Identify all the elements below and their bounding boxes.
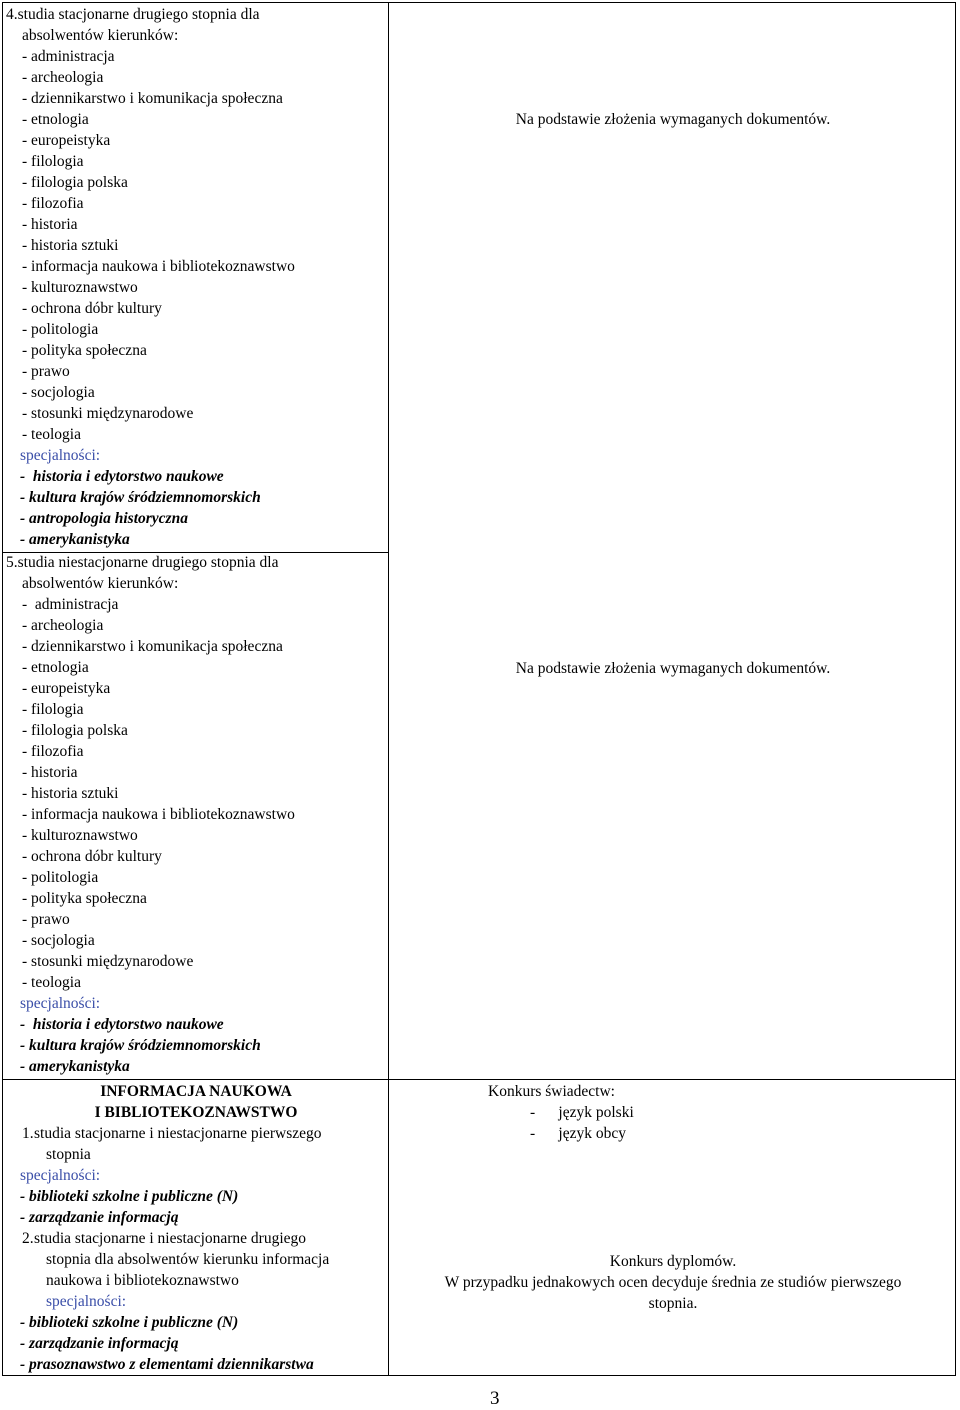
major-list-item: - kulturoznawstwo [22,827,138,844]
specialization-item: - amerykanistyka [20,531,130,548]
section-4-title: 4.studia stacjonarne drugiego stopnia dla [6,6,260,23]
major-list-item: - historia [22,216,78,233]
specialization-item: - zarządzanie informacją [20,1209,179,1226]
major-list-item: - filologia [22,701,84,718]
specialization-item: - antropologia historyczna [20,510,188,527]
inib-item-2-number: 2. [22,1230,34,1247]
inib-left [6,1081,386,1375]
inib-item-1 [6,1123,386,1144]
inib-header-line-1: INFORMACJA NAUKOWA [100,1083,292,1100]
specialization-item: - historia i edytorstwo naukowe [20,468,224,485]
section-4-criteria: Na podstawie złożenia wymaganych dokumentów. [515,111,831,128]
inib-criteria-1-title: Konkurs świadectw: [488,1083,615,1100]
major-list-item: - administracja [22,596,119,613]
major-list-item: - filologia [22,153,84,170]
major-list-item: - filologia polska [22,722,128,739]
specialization-item: - prasoznawstwo z elementami dziennikarstwa [20,1356,314,1373]
major-list-item: - politologia [22,321,99,338]
specialization-item: - historia i edytorstwo naukowe [20,1016,224,1033]
major-list-item: - etnologia [22,659,89,676]
specialization-item: - biblioteki szkolne i publiczne (N) [20,1188,239,1205]
inib-criteria-2 [390,1251,956,1314]
specialization-item: - biblioteki szkolne i publiczne (N) [20,1314,239,1331]
section-4-spec-label: specjalności: [20,447,101,464]
inib-criteria-2-line: W przypadku jednakowych ocen decyduje średnia ze studiów pierwszego [444,1274,902,1291]
major-list-item: - filozofia [22,195,84,212]
section-4-subtitle: absolwentów kierunków: [22,27,179,44]
major-list-item: - polityka społeczna [22,890,147,907]
inib-criteria-1-item: - język obcy [530,1125,626,1142]
inib-item-2-text-cont: naukowa i bibliotekoznawstwo [46,1272,239,1289]
major-list-item: - ochrona dóbr kultury [22,848,162,865]
inib-item-1-spec-label: specjalności: [20,1167,101,1184]
major-list-item: - prawo [22,911,70,928]
major-list-item: - teologia [22,974,81,991]
major-list-item: - dziennikarstwo i komunikacja społeczna [22,638,283,655]
major-list-item: - ochrona dóbr kultury [22,300,162,317]
section-4-right [390,109,956,130]
inib-criteria-1-item: - język polski [530,1104,634,1121]
inib-header-line-2: I BIBLIOTEKOZNAWSTWO [94,1104,298,1121]
inib-item-2-specializations [6,1312,386,1375]
major-list-item: - archeologia [22,69,104,86]
inib-item-1-number: 1. [22,1125,34,1142]
page-number: 3 [490,1388,500,1409]
section-4-left [6,4,386,550]
inib-item-2-text: studia stacjonarne i niestacjonarne drugiego [34,1230,307,1247]
major-list-item: - informacja naukowa i bibliotekoznawstwo [22,806,295,823]
inib-right [390,1081,956,1144]
major-list-item: - filologia polska [22,174,128,191]
section-5-specializations-list [6,1014,386,1077]
major-list-item: - historia sztuki [22,785,119,802]
inib-item-2-text-cont: stopnia dla absolwentów kierunku informacja [46,1251,330,1268]
major-list-item: - historia sztuki [22,237,119,254]
major-list-item: - polityka społeczna [22,342,147,359]
major-list-item: - socjologia [22,932,95,949]
inib-item-2 [6,1228,386,1249]
major-list-item: - filozofia [22,743,84,760]
inib-criteria-2-line: Konkurs dyplomów. [609,1253,737,1270]
major-list-item: - kulturoznawstwo [22,279,138,296]
inib-item-1-text: studia stacjonarne i niestacjonarne pierwszego [34,1125,322,1142]
specialization-item: - zarządzanie informacją [20,1335,179,1352]
section-5-title: 5.studia niestacjonarne drugiego stopnia dla [6,554,279,571]
major-list-item: - politologia [22,869,99,886]
major-list-item: - teologia [22,426,81,443]
column-divider [388,2,389,1376]
section-4-specializations-list [6,466,386,550]
inib-item-1-text-cont: stopnia [46,1146,91,1163]
section-5-right [390,658,956,679]
major-list-item: - prawo [22,363,70,380]
major-list-item: - administracja [22,48,115,65]
specialization-item: - kultura krajów śródziemnomorskich [20,1037,261,1054]
major-list-item: - archeologia [22,617,104,634]
inib-item-2-spec-label: specjalności: [46,1293,127,1310]
specialization-item: - amerykanistyka [20,1058,130,1075]
specialization-item: - kultura krajów śródziemnomorskich [20,489,261,506]
major-list-item: - socjologia [22,384,95,401]
major-list-item: - historia [22,764,78,781]
major-list-item: - dziennikarstwo i komunikacja społeczna [22,90,283,107]
major-list-item: - etnologia [22,111,89,128]
section-4-majors-list [6,46,386,445]
inib-criteria-2-line: stopnia. [648,1295,698,1312]
section-5-majors-list [6,594,386,993]
row-divider-section-5-inib [2,1079,956,1080]
major-list-item: - stosunki międzynarodowe [22,953,194,970]
section-5-criteria: Na podstawie złożenia wymaganych dokumentów. [515,660,831,677]
section-5-left [6,552,386,1077]
section-5-spec-label: specjalności: [20,995,101,1012]
major-list-item: - europeistyka [22,132,111,149]
inib-item-1-specializations [6,1186,386,1228]
major-list-item: - europeistyka [22,680,111,697]
major-list-item: - stosunki międzynarodowe [22,405,194,422]
major-list-item: - informacja naukowa i bibliotekoznawstwo [22,258,295,275]
section-5-subtitle: absolwentów kierunków: [22,575,179,592]
